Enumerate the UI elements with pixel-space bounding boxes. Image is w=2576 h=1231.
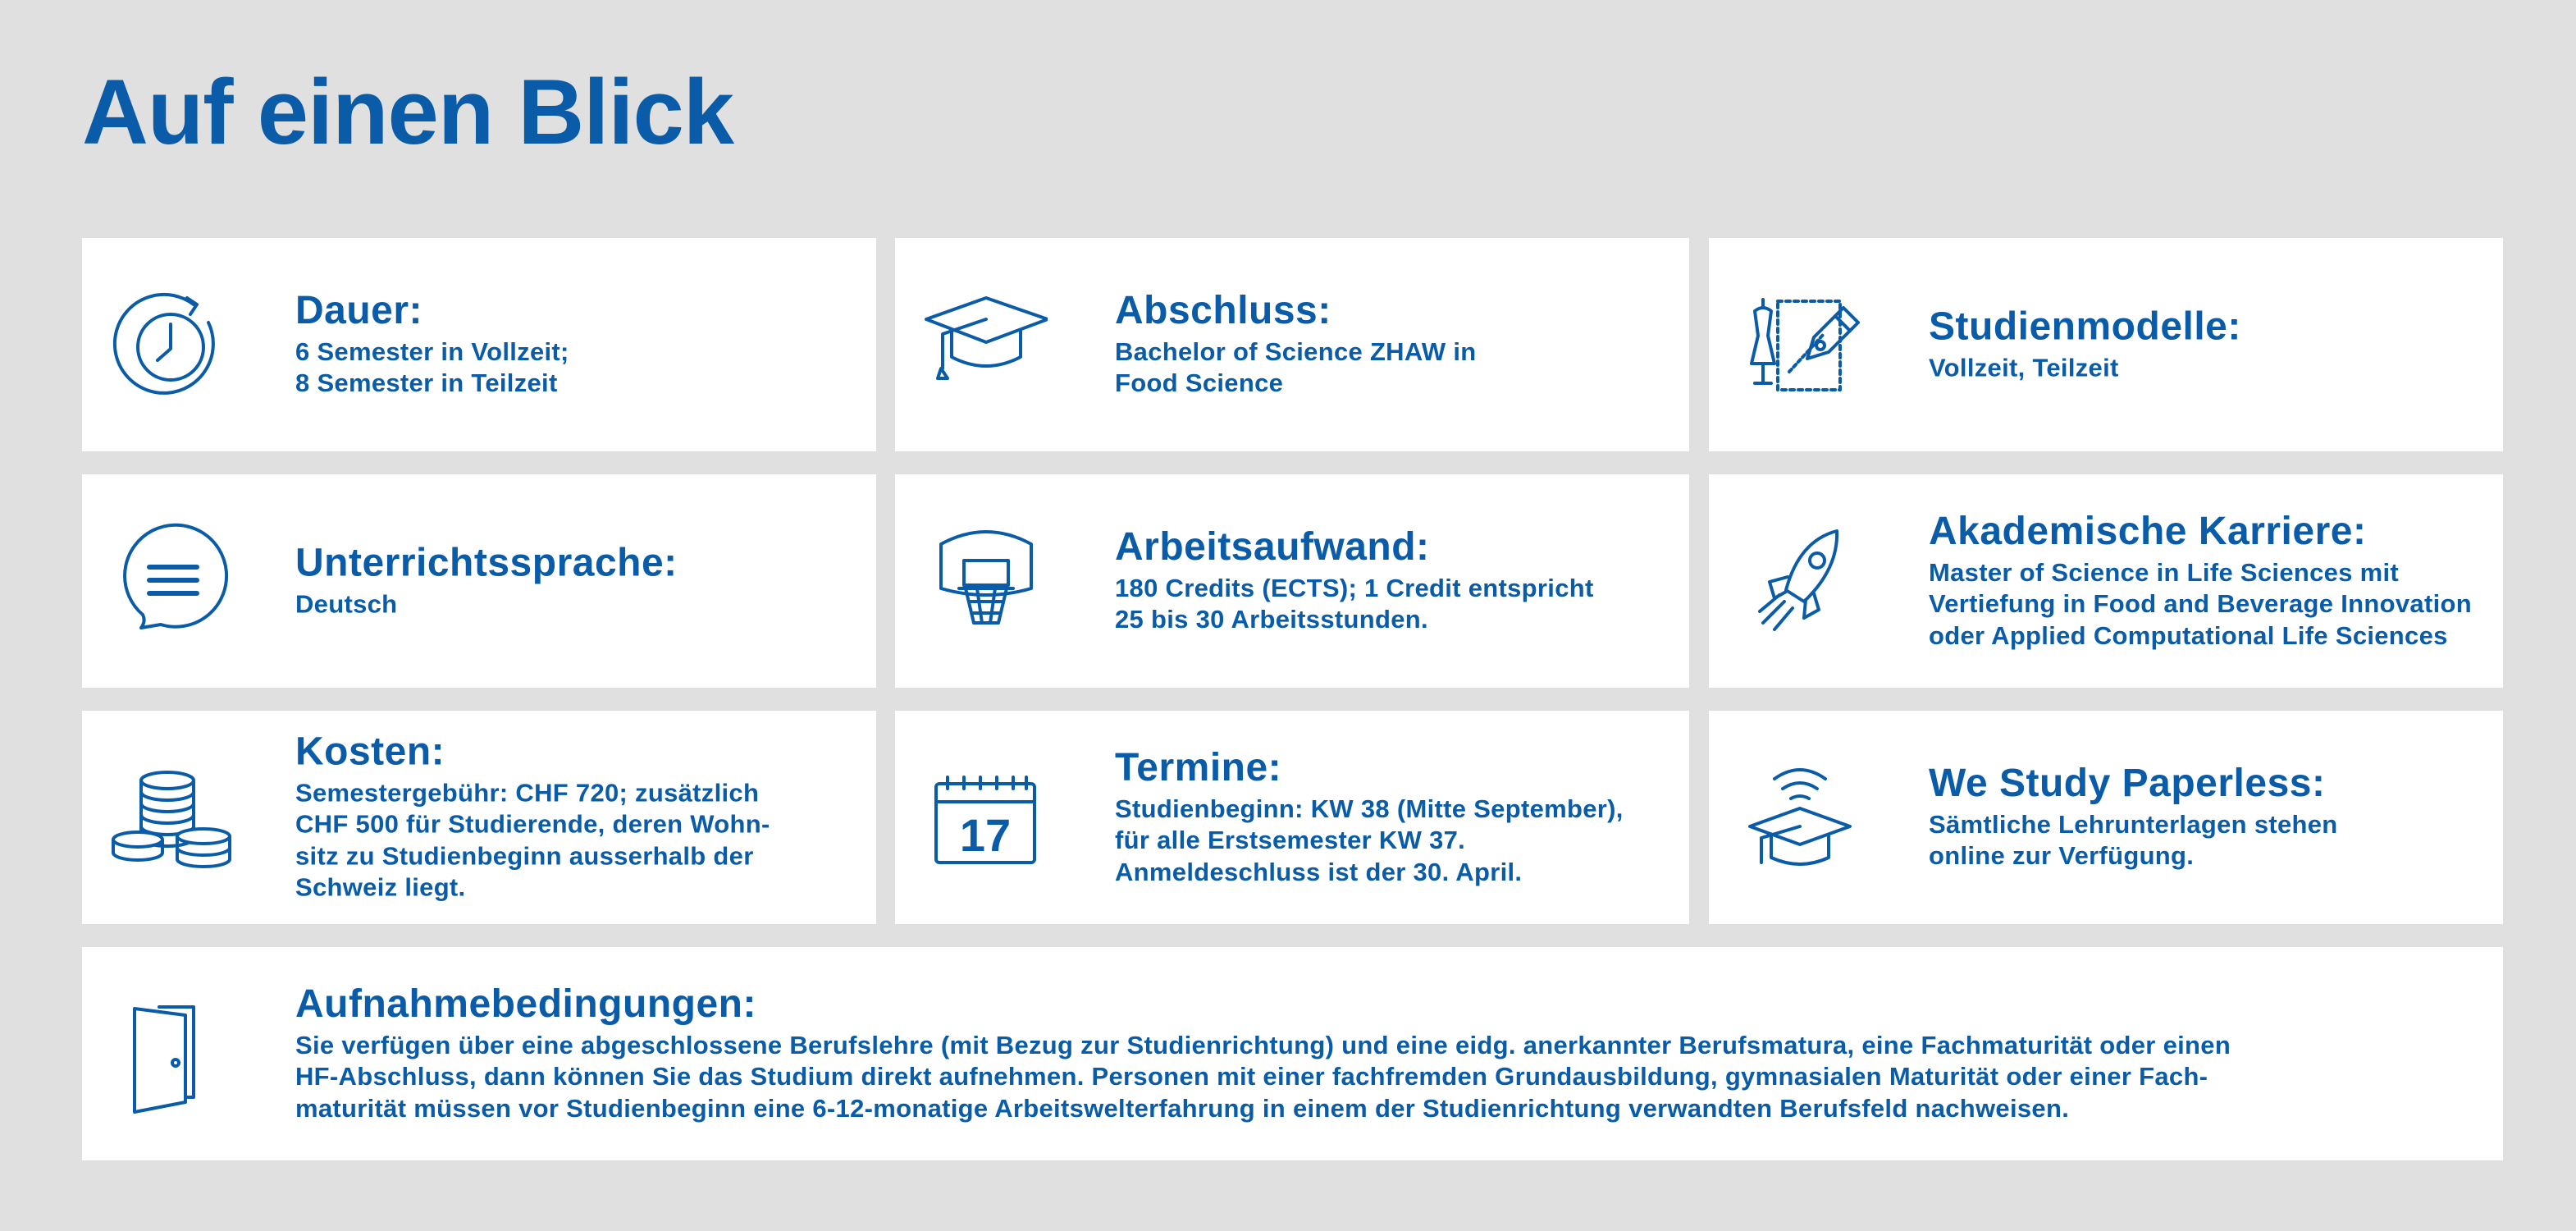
- card-heading: Unterrichtssprache:: [295, 541, 678, 585]
- card-heading: Studienmodelle:: [1929, 304, 2241, 349]
- calendar-day: 17: [959, 809, 1012, 861]
- card-text: Master of Science in Life Sciences mit Vertiefung in Food and Beverage Innovation oder Applied Computational Life Sciences: [1929, 557, 2472, 650]
- page-title: Auf einen Blick: [82, 61, 734, 163]
- card-studienmodelle: [1709, 238, 2503, 451]
- card-unterrichtssprache: [82, 474, 876, 688]
- text-line: Sie verfügen über eine abgeschlossene Berufslehre (mit Bezug zur Studienrichtung) und eine eidg. anerkannter Berufsmatura, eine Fachmaturität oder einen: [295, 1030, 2231, 1059]
- card-heading: We Study Paperless:: [1929, 762, 2326, 806]
- text-line: HF-Abschluss, dann können Sie das Studium direkt aufnehmen. Personen mit einer fachfremden Grundausbildung, gymnasialen Maturität oder einer Fach-: [295, 1062, 2208, 1091]
- card-text: Vollzeit, Teilzeit: [1929, 353, 2119, 382]
- card-dauer: [82, 238, 876, 451]
- card-heading: Termine:: [1115, 745, 1282, 789]
- card-heading: Akademische Karriere:: [1929, 509, 2367, 553]
- calendar-icon: [925, 756, 1048, 879]
- basketball-hoop-icon: [925, 519, 1048, 643]
- card-kosten: [82, 711, 876, 924]
- card-text: 180 Credits (ECTS); 1 Credit entspricht 25 bis 30 Arbeitsstunden.: [1115, 573, 1594, 634]
- card-text: Semestergebühr: CHF 720; zusätzlich CHF 500 für Studierende, deren Wohn- sitz zu Studienbeginn ausserhalb der Schweiz liegt.: [295, 778, 770, 902]
- card-heading: Arbeitsaufwand:: [1115, 525, 1430, 570]
- card-heading: Kosten:: [295, 730, 445, 774]
- wifi-graduation-cap-icon: [1738, 756, 1861, 879]
- card-text: Sämtliche Lehrunterlagen stehen online zur Verfügung.: [1929, 809, 2338, 871]
- card-arbeitsaufwand: [895, 474, 1689, 688]
- card-abschluss: [895, 238, 1689, 451]
- card-aufnahmebedingungen: [82, 947, 2503, 1160]
- card-text: Deutsch: [295, 589, 398, 619]
- rocket-icon: [1738, 519, 1861, 643]
- card-text: Studienbeginn: KW 38 (Mitte September), für alle Erstsemester KW 37. Anmeldeschluss ist der 30. April.: [1115, 794, 1624, 886]
- speech-bubble-icon: [112, 519, 235, 643]
- card-heading: Aufnahmebedingungen:: [295, 982, 756, 1026]
- design-tools-icon: [1738, 283, 1861, 406]
- card-heading: Dauer:: [295, 289, 423, 333]
- card-heading: Abschluss:: [1115, 289, 1331, 333]
- graduation-cap-icon: [925, 283, 1048, 406]
- clock-icon: [112, 283, 235, 406]
- door-icon: [112, 992, 235, 1115]
- card-text: 6 Semester in Vollzeit; 8 Semester in Teilzeit: [295, 336, 569, 398]
- card-termine: [895, 711, 1689, 924]
- coins-icon: [112, 756, 235, 879]
- card-text: [295, 1030, 2454, 1124]
- card-akademische-karriere: [1709, 474, 2503, 688]
- card-paperless: [1709, 711, 2503, 924]
- text-line: maturität müssen vor Studienbeginn eine 6-12-monatige Arbeitswelterfahrung in einem der Studienrichtung verwandten Berufsfeld nachweisen.: [295, 1093, 2070, 1123]
- card-text: Bachelor of Science ZHAW in Food Science: [1115, 336, 1477, 398]
